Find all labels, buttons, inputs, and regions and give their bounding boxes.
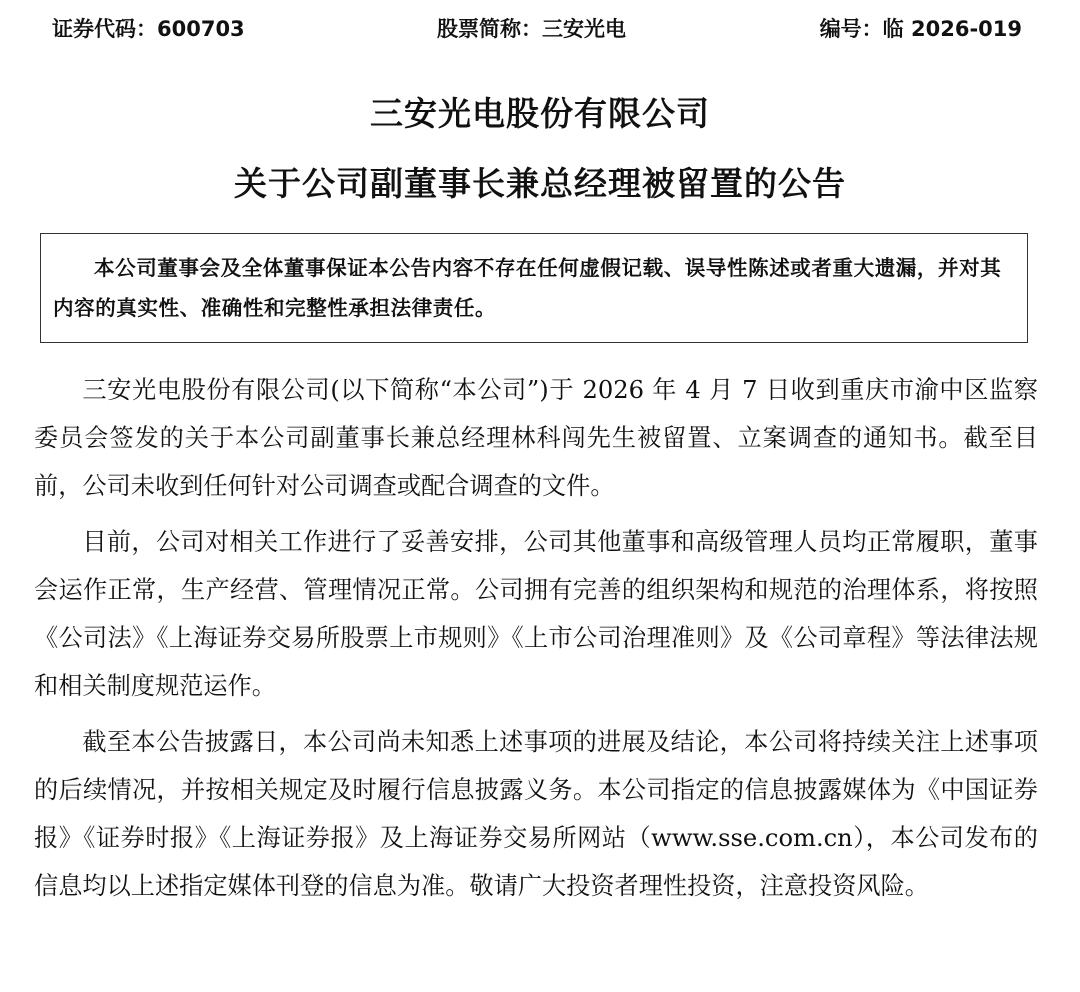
announcement-body — [34, 366, 1038, 918]
board-guarantee-notice: 本公司董事会及全体董事保证本公告内容不存在任何虚假记载、误导性陈述或者重大遗漏，并对其内容的真实性、准确性和完整性承担法律责任。 — [40, 233, 1028, 343]
body-paragraph: 目前，公司对相关工作进行了妥善安排，公司其他董事和高级管理人员均正常履职，董事会运作正常，生产经营、管理情况正常。公司拥有完善的组织架构和规范的治理体系，将按照《公司法》《上海证券交易所股票上市规则》《上市公司治理准则》及《公司章程》等法律法规和相关制度规范运作。 — [34, 528, 1038, 700]
stock-short-name: 股票简称：三安光电 — [437, 17, 626, 41]
stock-code: 证券代码：600703 — [52, 17, 245, 41]
company-title: 三安光电股份有限公司 — [370, 94, 710, 133]
announcement-number: 编号：临 2026-019 — [819, 17, 1022, 41]
announcement-title: 关于公司副董事长兼总经理被留置的公告 — [234, 164, 846, 203]
body-paragraph: 三安光电股份有限公司(以下简称“本公司”)于 2026 年 4 月 7 日收到重庆市渝中区监察委员会签发的关于本公司副董事长兼总经理林科闯先生被留置、立案调查的通知书。截至目前，公司未收到任何针对公司调查或配合调查的文件。 — [34, 376, 1038, 500]
document-header — [0, 12, 1080, 46]
body-paragraph: 截至本公告披露日，本公司尚未知悉上述事项的进展及结论，本公司将持续关注上述事项的后续情况，并按相关规定及时履行信息披露义务。本公司指定的信息披露媒体为《中国证券报》《证券时报》《上海证券报》及上海证券交易所网站（www.sse.com.cn），本公司发布的信息均以上述指定媒体刊登的信息为准。敬请广大投资者理性投资，注意投资风险。 — [34, 728, 1038, 900]
